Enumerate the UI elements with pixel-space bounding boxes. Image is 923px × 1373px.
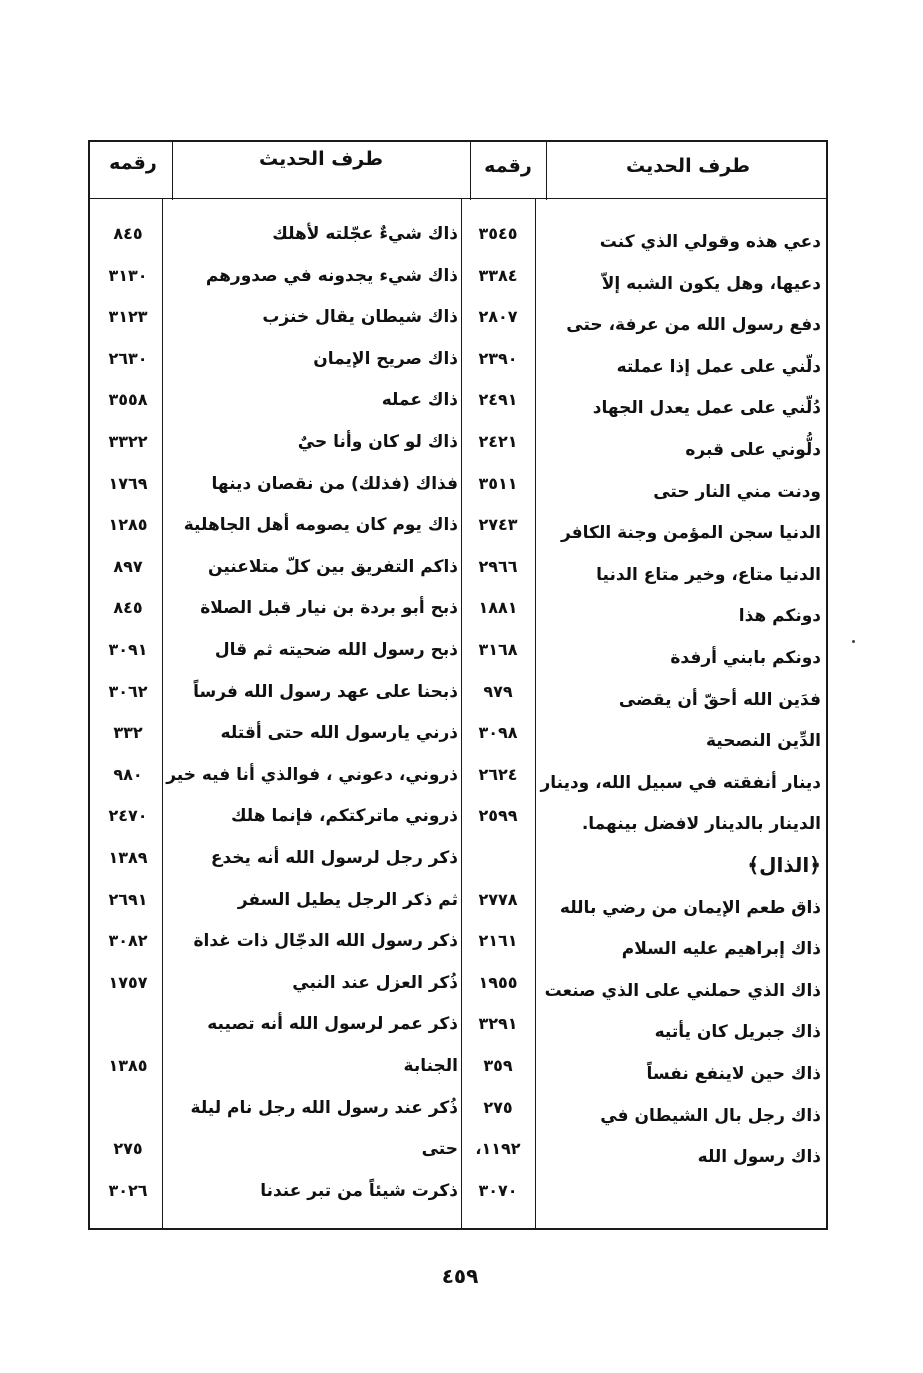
header-separator [88, 198, 828, 199]
right-entry-text: الدنيا سجن المؤمن وجنة الكافر [560, 523, 821, 543]
right-entry-number: ٣٥١١ [478, 474, 518, 493]
right-entry-number: ٣٥٤٥ [478, 224, 518, 243]
left-entry-text: ذرني يارسول الله حتى أقتله [220, 723, 458, 743]
left-entry-number: ٨٩٧ [113, 557, 143, 576]
right-entry-number: ،١١٩٢ [475, 1139, 521, 1158]
left-entry-number: ١٣٨٥ [108, 1056, 148, 1075]
right-entry-text: فدَين الله أحقّ أن يقضى [618, 690, 821, 710]
left-entry-text: ذاك يوم كان يصومه أهل الجاهلية [183, 515, 458, 535]
right-entry-number: ٢٨٠٧ [478, 307, 518, 326]
right-entry-number: ٢٣٩٠ [478, 349, 518, 368]
left-entry-text: ذروني، دعوني ، فوالذي أنا فيه خير [166, 765, 458, 785]
stray-mark [852, 640, 855, 643]
right-entry-text: دلُّوني على قبره [685, 440, 821, 460]
left-entry-text: ذكر رجل لرسول الله أنه يخدع [210, 848, 458, 868]
left-entry-text: ثم ذكر الرجل يطيل السفر [237, 890, 458, 910]
left-entry-number: ٢٤٧٠ [108, 806, 148, 825]
left-entry-text: ذبح رسول الله ضحيته ثم قال [214, 640, 458, 660]
column-divider [461, 198, 462, 1230]
right-entry-number: ٢٦٢٤ [478, 765, 518, 784]
header-num-right: رقمه [484, 155, 532, 177]
left-entry-text: ذروني ماتركتكم، فإنما هلك [230, 806, 458, 826]
right-entry-number: ٢٤٢١ [478, 432, 518, 451]
right-entry-number: ٢٩٦٦ [478, 557, 518, 576]
right-entry-number: ٩٧٩ [483, 682, 513, 701]
left-entry-text: ذاك شيء يجدونه في صدورهم [205, 266, 458, 286]
right-entry-text: دُلّني على عمل يعدل الجهاد [592, 398, 821, 418]
left-entry-text: ذكر رسول الله الدجّال ذات غداة [193, 931, 458, 951]
right-entry-number: ٢٧٥ [483, 1098, 513, 1117]
right-entry-number: ٣١٦٨ [478, 640, 518, 659]
left-entry-text: ذبحنا على عهد رسول الله فرساً [193, 682, 458, 702]
right-entry-text: ذاق طعم الإيمان من رضي بالله [559, 898, 821, 918]
right-entry-number: ٢٧٤٣ [478, 515, 518, 534]
right-entry-number: ١٨٨١ [478, 598, 518, 617]
left-entry-text: ذُكر عند رسول الله رجل نام ليلة [190, 1098, 458, 1118]
section-heading: ﴿الذال﴾ [747, 853, 821, 877]
right-entry-text: دفع رسول الله من عرفة، حتى [566, 315, 821, 335]
right-entry-number: ٣٠٧٠ [478, 1181, 518, 1200]
right-entry-text: الدينار بالدينار لافضل بينهما. [581, 814, 821, 834]
right-entry-text: دينار أنفقته في سبيل الله، ودينار [540, 773, 821, 793]
left-entry-number: ١٧٥٧ [108, 973, 148, 992]
right-entry-text: دلّني على عمل إذا عملته [616, 357, 821, 377]
left-entry-number: ٨٤٥ [113, 224, 143, 243]
left-entry-number: ٢٦٣٠ [108, 349, 148, 368]
right-entry-number: ٢٤٩١ [478, 390, 518, 409]
right-entry-number: ٣٥٩ [483, 1056, 513, 1075]
right-entry-number: ٣٢٩١ [478, 1014, 518, 1033]
page-number: ٤٥٩ [441, 1264, 479, 1288]
left-entry-number: ٢٧٥ [113, 1139, 143, 1158]
left-entry-number: ٣٣٢ [113, 723, 143, 742]
right-entry-text: الدِّين النصحية [705, 731, 821, 751]
right-entry-text: الدنيا متاع، وخير متاع الدنيا [596, 565, 821, 585]
left-entry-number: ٩٨٠ [113, 765, 143, 784]
column-divider [172, 140, 173, 200]
left-entry-number: ٣١٣٠ [108, 266, 148, 285]
left-entry-text: ذكر عمر لرسول الله أنه تصيبه [207, 1014, 458, 1034]
right-entry-number: ٣٣٨٤ [478, 266, 518, 285]
right-entry-text: ذاك رسول الله [697, 1147, 821, 1167]
right-entry-text: دونكم هذا [738, 606, 821, 626]
header-text-left: طرف الحديث [259, 148, 383, 170]
left-entry-text: حتى [421, 1139, 458, 1159]
right-entry-number: ٣٠٩٨ [478, 723, 518, 742]
right-entry-text: ذاك الذي حملني على الذي صنعت [544, 981, 821, 1001]
column-divider [546, 140, 547, 200]
left-entry-number: ٨٤٥ [113, 598, 143, 617]
left-entry-text: ذاكم التفريق بين كلّ متلاعنين [208, 557, 458, 577]
left-entry-text: فذاك (فذلك) من نقصان دينها [211, 474, 458, 494]
right-entry-text: دونكم بابني أرفدة [670, 648, 821, 668]
right-entry-text: دعي هذه وقولي الذي كنت [599, 232, 821, 252]
left-entry-number: ٣٠٨٢ [108, 931, 148, 950]
left-entry-text: ذُكر العزل عند النبي [292, 973, 458, 993]
left-entry-number: ٣٠٩١ [108, 640, 148, 659]
left-entry-number: ٣٥٥٨ [108, 390, 148, 409]
left-entry-text: ذاك لو كان وأنا حيٌ [297, 432, 458, 452]
right-entry-text: ذاك جبريل كان يأتيه [654, 1022, 821, 1042]
right-entry-number: ٢١٦١ [478, 931, 518, 950]
column-divider [470, 140, 471, 200]
left-entry-text: ذبح أبو بردة بن نيار قبل الصلاة [200, 598, 458, 618]
left-entry-text: الجنابة [403, 1056, 458, 1076]
header-text-right: طرف الحديث [626, 155, 750, 177]
left-entry-number: ١٢٨٥ [108, 515, 148, 534]
right-entry-text: ودنت مني النار حتى [653, 482, 821, 502]
right-entry-text: ذاك إبراهيم عليه السلام [621, 939, 821, 959]
column-divider [535, 198, 536, 1230]
right-entry-number: ٢٥٩٩ [478, 806, 518, 825]
left-entry-text: ذكرت شيئاً من تبر عندنا [260, 1181, 458, 1201]
left-entry-text: ذاك شيطان يقال خنزب [262, 307, 458, 327]
left-entry-number: ١٣٨٩ [108, 848, 148, 867]
left-entry-number: ٣٣٢٢ [108, 432, 148, 451]
right-entry-number: ٢٧٧٨ [478, 890, 518, 909]
header-num-left: رقمه [109, 152, 157, 174]
left-entry-number: ٢٦٩١ [108, 890, 148, 909]
right-entry-number: ١٩٥٥ [478, 973, 518, 992]
left-entry-text: ذاك عمله [381, 390, 458, 410]
left-entry-number: ٣١٢٣ [108, 307, 148, 326]
left-entry-number: ٣٠٦٢ [108, 682, 148, 701]
left-entry-text: ذاك شيءٌ عجّلته لأهلك [272, 224, 458, 244]
right-entry-text: ذاك حين لاينفع نفساً [646, 1064, 821, 1084]
right-entry-text: ذاك رجل بال الشيطان في [600, 1106, 821, 1126]
column-divider [162, 198, 163, 1230]
left-entry-number: ٣٠٢٦ [108, 1181, 148, 1200]
left-entry-text: ذاك صريح الإيمان [313, 349, 458, 369]
right-entry-text: دعيها، وهل يكون الشبه إلاّ [601, 274, 821, 294]
left-entry-number: ١٧٦٩ [108, 474, 148, 493]
